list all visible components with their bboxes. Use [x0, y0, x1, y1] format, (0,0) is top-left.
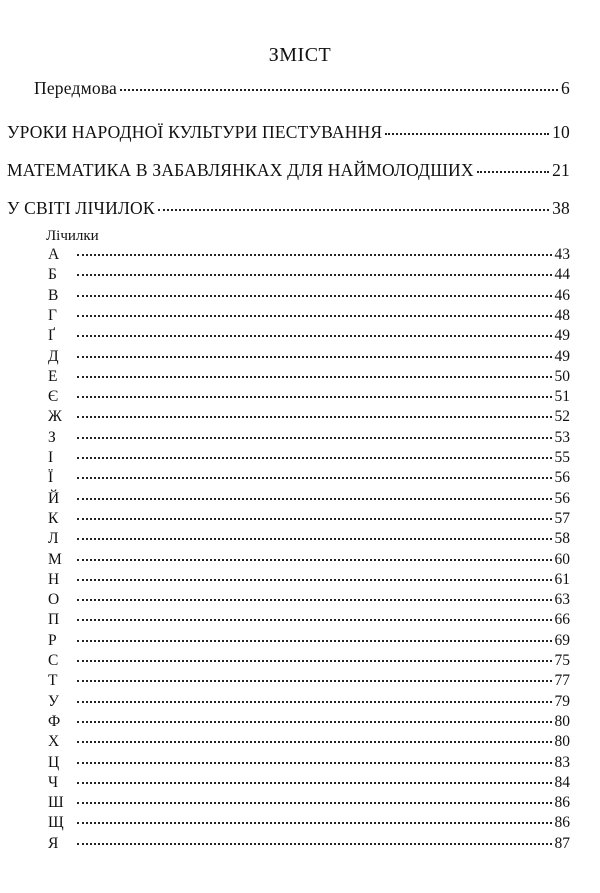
toc-letter-entry[interactable]: [48, 246, 570, 264]
toc-entry-page: 66: [554, 611, 570, 629]
toc-letter-entry[interactable]: [48, 449, 570, 467]
toc-entry-page: 75: [554, 652, 570, 669]
toc-entry-page: 57: [554, 509, 570, 527]
toc-letter-entry[interactable]: [48, 774, 570, 792]
dot-leader: [77, 559, 552, 561]
toc-letter-entry[interactable]: [48, 591, 570, 609]
toc-entry-page: 86: [554, 794, 570, 812]
toc-entry-page: 21: [552, 160, 570, 180]
toc-entry-page: 49: [554, 327, 570, 345]
toc-entry-label: Л: [48, 530, 59, 548]
dot-leader: [385, 133, 549, 135]
toc-entry-label: Х: [48, 733, 60, 751]
toc-letter-entry[interactable]: [48, 794, 570, 812]
page-title: ЗМІСТ: [268, 44, 332, 66]
toc-entry-page: 51: [554, 388, 570, 406]
dot-leader: [77, 660, 552, 662]
toc-entry-label: Б: [48, 266, 57, 284]
dot-leader: [77, 376, 552, 378]
dot-leader: [77, 254, 552, 256]
toc-entry-label: У СВІТІ ЛІЧИЛОК: [7, 198, 155, 218]
toc-entry-label: О: [48, 591, 60, 609]
subheading: Лічилки: [46, 228, 99, 244]
toc-entry-label: МАТЕМАТИКА В ЗАБАВЛЯНКАХ ДЛЯ НАЙМОЛОДШИХ: [7, 160, 474, 180]
dot-leader: [77, 437, 552, 439]
toc-letter-entry[interactable]: [48, 490, 570, 508]
toc-entry-label: К: [48, 509, 59, 527]
toc-letter-entry[interactable]: [48, 429, 570, 447]
toc-entry-page: 58: [554, 530, 570, 548]
dot-leader: [77, 295, 552, 297]
toc-entry-label: В: [48, 286, 59, 304]
toc-entry-page: 80: [554, 712, 570, 730]
dot-leader: [77, 274, 552, 276]
toc-entry-label: Я: [48, 834, 59, 852]
toc-entry-label: Є: [48, 388, 59, 406]
toc-entry-page: 43: [554, 246, 570, 263]
toc-entry-page: 44: [554, 266, 570, 284]
toc-entry-label: Щ: [48, 814, 64, 832]
toc-letter-entry[interactable]: [48, 469, 570, 487]
dot-leader: [77, 315, 552, 317]
dot-leader: [77, 721, 552, 723]
toc-entry-page: 63: [554, 591, 570, 609]
toc-entry-label: Ш: [48, 794, 64, 812]
toc-entry-label: УРОКИ НАРОДНОЇ КУЛЬТУРИ ПЕСТУВАННЯ: [7, 122, 383, 142]
toc-entry-label: Й: [48, 489, 60, 507]
dot-leader: [77, 538, 552, 540]
toc-letter-entry[interactable]: [48, 307, 570, 325]
toc-entry-label: Д: [48, 347, 59, 365]
toc-entry-label: І: [48, 449, 54, 466]
toc-entry-label: М: [48, 550, 62, 568]
toc-entry-page: 48: [554, 306, 570, 324]
dot-leader: [77, 457, 552, 459]
dot-leader: [77, 518, 552, 520]
toc-entry-label: Р: [48, 631, 57, 649]
toc-entry-page: 79: [554, 692, 570, 710]
toc-entry-label: Ж: [48, 408, 62, 426]
dot-leader: [77, 822, 552, 824]
toc-entry-label: С: [48, 652, 59, 669]
toc-letter-entry[interactable]: [48, 368, 570, 386]
dot-leader: [158, 209, 549, 211]
dot-leader: [77, 498, 552, 500]
toc-entry-page: 83: [554, 753, 570, 771]
toc-entry-page: 61: [554, 570, 570, 588]
dot-leader: [77, 741, 552, 743]
toc-letter-entry[interactable]: [48, 632, 570, 650]
toc-entry-page: 86: [554, 814, 570, 832]
toc-letter-entry[interactable]: [48, 510, 570, 528]
toc-letter-entry[interactable]: [48, 348, 570, 366]
toc-letter-entry[interactable]: [48, 388, 570, 406]
toc-letter-entry[interactable]: [48, 611, 570, 629]
dot-leader: [77, 782, 552, 784]
toc-entry-page: 38: [552, 198, 570, 218]
toc-entry-label: Ф: [48, 712, 61, 730]
toc-letter-entry[interactable]: [48, 733, 570, 751]
toc-entry-page: 77: [554, 672, 570, 690]
toc-entry-label: Ч: [48, 773, 59, 791]
toc-entry-label: Г: [48, 306, 57, 324]
toc-letter-entry[interactable]: [48, 754, 570, 772]
dot-leader: [77, 335, 552, 337]
dot-leader: [120, 89, 558, 91]
toc-entry-page: 10: [552, 122, 570, 142]
toc-entry-label: У: [48, 692, 59, 710]
toc-letter-entry[interactable]: [48, 551, 570, 569]
dot-leader: [77, 762, 552, 764]
toc-entry-page: 69: [554, 631, 570, 649]
toc-entry-page: 52: [554, 408, 570, 426]
toc-entry-preface[interactable]: [34, 78, 570, 99]
toc-entry-page: 46: [554, 286, 570, 304]
toc-entry-label: Н: [48, 570, 60, 588]
toc-entry-label: Т: [48, 672, 58, 690]
dot-leader: [77, 396, 552, 398]
toc-entry-page: 50: [554, 367, 570, 385]
toc-letter-entry[interactable]: [48, 713, 570, 731]
dot-leader: [77, 843, 552, 845]
dot-leader: [77, 579, 552, 581]
dot-leader: [77, 599, 552, 601]
toc-entry-label: А: [48, 246, 60, 263]
toc-letter-entry[interactable]: [48, 652, 570, 670]
toc-entry-label: З: [48, 428, 56, 446]
toc-entry-page: 56: [554, 489, 570, 507]
toc-letter-entry[interactable]: [48, 327, 570, 345]
toc-entry-math[interactable]: [7, 160, 570, 181]
toc-entry-page: 56: [554, 469, 570, 487]
dot-leader: [477, 171, 549, 173]
toc-entry-label: Ї: [48, 469, 54, 487]
toc-entry-page: 6: [561, 78, 570, 98]
toc-entry-page: 87: [554, 834, 570, 852]
toc-entry-counting-rhymes[interactable]: [7, 198, 570, 219]
dot-leader: [77, 802, 552, 804]
toc-letter-entry[interactable]: [48, 672, 570, 690]
toc-entry-lessons[interactable]: [7, 122, 570, 143]
dot-leader: [77, 477, 552, 479]
dot-leader: [77, 356, 552, 358]
toc-entry-page: 55: [554, 449, 570, 466]
toc-letter-entry[interactable]: [48, 571, 570, 589]
dot-leader: [77, 619, 552, 621]
toc-entry-label: Е: [48, 367, 58, 385]
toc-entry-page: 80: [554, 733, 570, 751]
toc-entry-label: Ґ: [48, 327, 55, 345]
toc-entry-label: Ц: [48, 753, 60, 771]
toc-entry-label: П: [48, 611, 60, 629]
toc-entry-page: 49: [554, 347, 570, 365]
toc-letter-entry[interactable]: [48, 287, 570, 305]
toc-letter-entry[interactable]: [48, 693, 570, 711]
toc-entry-page: 84: [554, 773, 570, 791]
toc-letter-entry[interactable]: [48, 814, 570, 832]
toc-letter-entry[interactable]: [48, 835, 570, 853]
toc-letter-entry[interactable]: [48, 266, 570, 284]
dot-leader: [77, 640, 552, 642]
dot-leader: [77, 701, 552, 703]
toc-entry-label: Передмова: [34, 78, 118, 98]
toc-letter-entry[interactable]: [48, 530, 570, 548]
toc-letter-entry[interactable]: [48, 408, 570, 426]
dot-leader: [77, 680, 552, 682]
toc-entry-page: 53: [554, 428, 570, 446]
toc-entry-page: 60: [554, 550, 570, 568]
dot-leader: [77, 416, 552, 418]
